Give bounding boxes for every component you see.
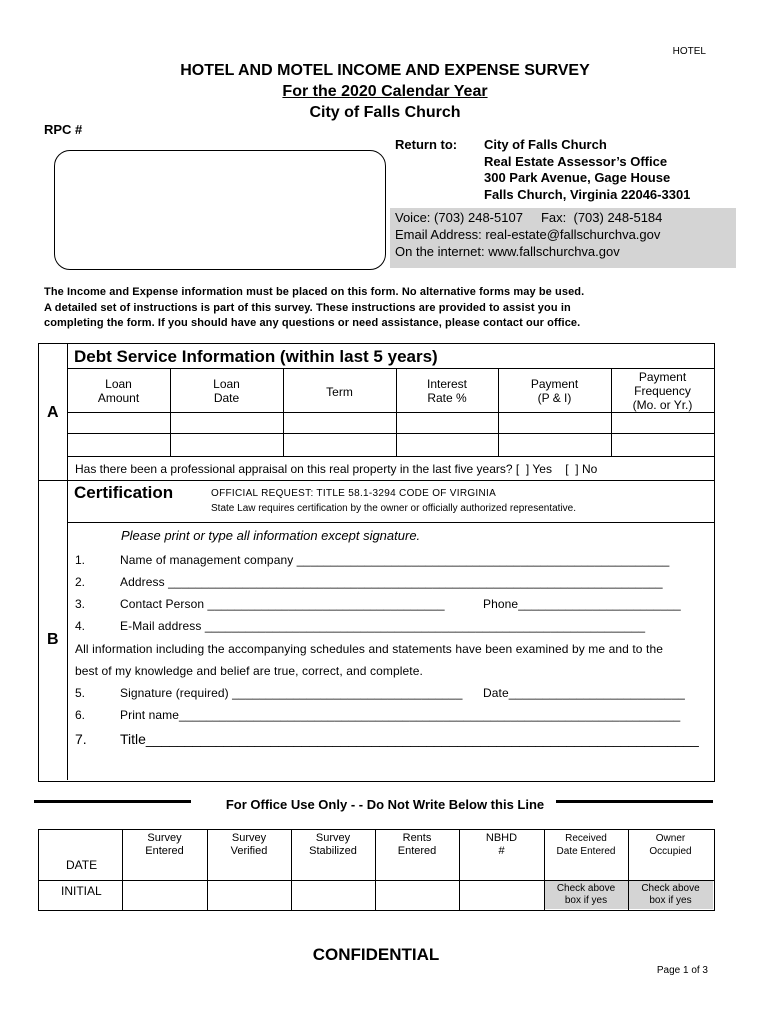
return-address (484, 137, 690, 203)
office-col-survey-stabilized (291, 832, 375, 858)
office-col-head-line: Survey (315, 832, 351, 844)
section-b-letter: B (47, 631, 59, 648)
contact-info (395, 209, 662, 260)
col-head-line: Term (326, 385, 353, 399)
office-use-title: For Office Use Only - - Do Not Write Below this Line (225, 797, 545, 812)
return-address-line: Falls Church, Virginia 22046-3301 (484, 186, 691, 202)
form-subtitle-year (0, 81, 770, 102)
office-row-initial-label: INITIAL (61, 884, 102, 898)
check-note-line: Check above (556, 883, 616, 894)
office-col-head-line: Date Entered (556, 846, 616, 857)
form-type-tag: HOTEL (672, 46, 706, 57)
section-a-letter: A (47, 404, 59, 421)
col-head-line: (Mo. or Yr.) (632, 398, 693, 412)
email-address-field[interactable]: E-Mail address _________________________________________________________________ (120, 619, 646, 633)
col-head-line: Interest (426, 377, 468, 391)
col-loan-amount (67, 377, 170, 405)
date-field[interactable]: Date__________________________ (483, 686, 685, 700)
loan-date-cell[interactable] (171, 413, 282, 432)
rpc-label: RPC # (44, 122, 83, 137)
instruction-line: completing the form. If you should have any questions or need assistance, please contact our office. (44, 317, 581, 329)
form-title: HOTEL AND MOTEL INCOME AND EXPENSE SURVEY (180, 62, 590, 79)
office-col-owner-occupied (628, 832, 713, 858)
contact-person-field[interactable]: Contact Person ___________________________________ (120, 597, 445, 611)
item-number: 6. (75, 708, 86, 722)
certification-statement: best of my knowledge and belief are true, correct, and complete. (75, 664, 423, 678)
appraisal-question[interactable]: Has there been a professional appraisal on this real property in the last five years? [ ] Yes [ ] No (75, 462, 598, 476)
col-payment-frequency (611, 370, 714, 412)
address-field[interactable]: Address _________________________________________________________________________ (120, 575, 663, 589)
col-term (283, 385, 396, 399)
table-row-line (67, 433, 714, 434)
section-divider (38, 480, 714, 481)
item-number: 1. (75, 553, 86, 567)
table-row-line (67, 456, 714, 457)
loan-amount-cell[interactable] (68, 413, 169, 432)
phone-field[interactable]: Phone________________________ (483, 597, 681, 611)
print-note: Please print or type all information except signature. (121, 528, 421, 543)
office-col-head-line: Entered (397, 845, 437, 857)
office-col-head-line: Rents (402, 832, 432, 844)
voice-fax-line: Voice: (703) 248-5107 Fax: (703) 248-5184 (395, 210, 663, 225)
rpc-input-box[interactable] (54, 150, 386, 270)
table-header-top-line (67, 368, 714, 369)
section-a-title: Debt Service Information (within last 5 years) (74, 347, 438, 366)
form-subtitle-city: City of Falls Church (309, 104, 461, 121)
office-col-received-date (544, 832, 628, 858)
interest-rate-cell[interactable] (397, 413, 497, 432)
item-number: 4. (75, 619, 86, 633)
office-col-head-line: Occupied (649, 846, 692, 857)
received-check-note (544, 883, 628, 907)
web-line: On the internet: www.fallschurchva.gov (395, 244, 620, 259)
item-number: 5. (75, 686, 86, 700)
col-head-line: (P & I) (537, 391, 572, 405)
item-number: 2. (75, 575, 86, 589)
certification-header-line (67, 522, 714, 523)
office-col-head-line: Entered (145, 845, 184, 857)
office-col-survey-verified (207, 832, 291, 858)
item-number: 7. (75, 731, 87, 747)
certification-statement: All information including the accompanying schedules and statements have been examined by me and to the (75, 642, 663, 656)
col-head-line: Amount (97, 391, 140, 405)
col-head-line: Loan (213, 377, 240, 391)
official-request: OFFICIAL REQUEST: TITLE 58.1-3294 CODE OF VIRGINIA (211, 488, 497, 499)
col-head-line: Rate % (427, 391, 467, 405)
management-company-field[interactable]: Name of management company _______________________________________________________ (120, 553, 670, 567)
payment-frequency-cell[interactable] (612, 413, 712, 432)
title-field[interactable]: Title_______________________________________________________________________ (120, 731, 699, 747)
office-col-head-line: NBHD (485, 832, 518, 844)
office-col-nbhd (459, 832, 544, 858)
form-subtitle-year-text: For the 2020 Calendar Year (282, 83, 488, 100)
office-col-head-line: Received (565, 833, 607, 844)
instruction-line: A detailed set of instructions is part of this survey. These instructions are provided to assist you in (44, 301, 571, 314)
office-col-survey-entered (122, 832, 207, 858)
office-col-head-line: # (498, 845, 505, 857)
office-col-head-line: Survey (231, 832, 267, 844)
owner-check-note (628, 883, 713, 907)
section-b-title: Certification (74, 483, 174, 502)
office-col-head-line: Owner (655, 833, 686, 844)
item-number: 3. (75, 597, 86, 611)
col-interest-rate (396, 377, 498, 405)
col-head-line: Frequency (634, 384, 691, 398)
col-head-line: Payment (638, 370, 687, 384)
page-number: Page 1 of 3 (656, 965, 708, 976)
payment-cell[interactable] (499, 413, 610, 432)
return-address-line: 300 Park Avenue, Gage House (484, 170, 671, 185)
col-payment (498, 377, 611, 405)
office-col-head-line: Survey (147, 832, 182, 844)
office-col-rents-entered (375, 832, 459, 858)
signature-field[interactable]: Signature (required) __________________________________ (120, 686, 463, 700)
state-law-note: State Law requires certification by the owner or officially authorized representative. (211, 503, 577, 514)
col-head-line: Date (213, 391, 240, 405)
check-note-line: Check above (641, 883, 700, 894)
return-address-line: Real Estate Assessor’s Office (484, 153, 668, 169)
email-line: Email Address: real-estate@fallschurchva.gov (395, 227, 661, 242)
term-cell[interactable] (284, 413, 395, 432)
office-col-head-line: Verified (230, 845, 268, 857)
return-to-label: Return to: (395, 137, 458, 152)
office-col-head-line: Stabilized (309, 845, 357, 857)
col-head-line: Payment (530, 377, 579, 391)
check-note-line: box if yes (564, 895, 608, 906)
instruction-line: The Income and Expense information must be placed on this form. No alternative forms may be used. (44, 286, 585, 298)
office-row-date-label: DATE (66, 858, 98, 872)
print-name-field[interactable]: Print name__________________________________________________________________________ (120, 708, 681, 722)
confidential-label: CONFIDENTIAL (312, 945, 440, 964)
table-col-line (283, 368, 284, 456)
check-note-line: box if yes (649, 895, 692, 906)
instructions (44, 285, 734, 332)
return-address-line: City of Falls Church (484, 137, 607, 152)
col-head-line: Loan (105, 377, 132, 391)
col-loan-date (170, 377, 283, 405)
